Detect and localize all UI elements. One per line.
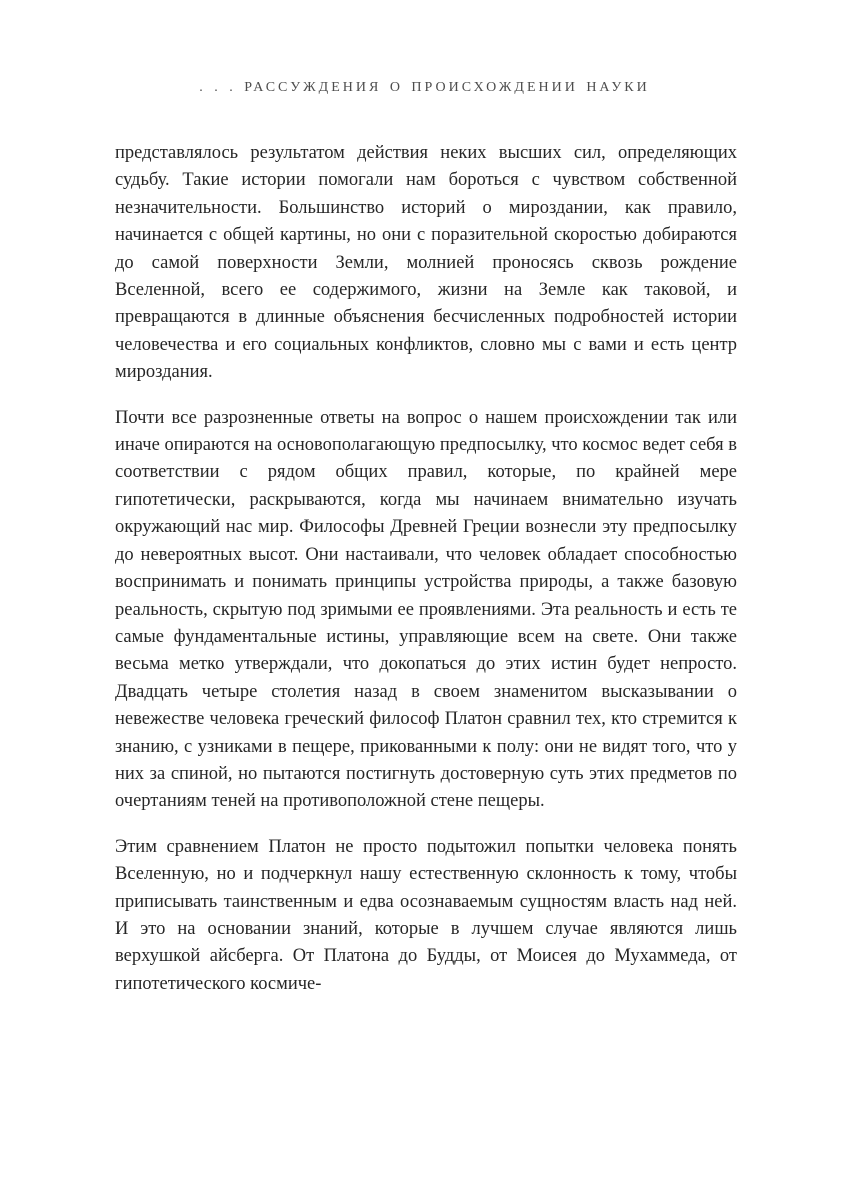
body-paragraph: Этим сравнением Платон не просто подытожил попытки человека понять Вселенную, но и подчеркнул нашу естественную склонность к тому, чтобы приписывать таинственным и едва осознаваемым сущностям власть над ней. И это на основании знаний, которые в лучшем случае являются лишь верхушкой айсберга. От Платона до Будды, от Моисея до Мухаммеда, от гипотетического космиче- [115,836,737,994]
text-block [115,140,737,998]
body-paragraph: представлялось результатом действия неких высших сил, определяющих судьбу. Такие истории помогали нам бороться с чувством собственной незначительности. Большинство историй о мироздании, как правило, начинается с общей картины, но они с поразительной скоростью добираются до самой поверхности Земли, молнией проносясь сквозь рождение Вселенной, всего ее содержимого, жизни на Земле как таковой, и превращаются в длинные объяснения бесчисленных подробностей истории человечества и его социальных конфликтов, словно мы с вами и есть центр мироздания. [115,143,737,383]
running-header: . . . РАССУЖДЕНИЯ О ПРОИСХОЖДЕНИИ НАУКИ [199,80,650,95]
body-paragraph: Почти все разрозненные ответы на вопрос о нашем происхождении так или иначе опираются на основополагающую предпосылку, что космос ведет себя в соответствии с рядом общих правил, которые, по крайней мере гипотетически, раскрываются, когда мы начинаем внимательно изучать окружающий нас мир. Философы Древней Греции вознесли эту предпосылку до невероятных высот. Они настаивали, что человек обладает способностью воспринимать и понимать принципы устройства природы, а также базовую реальность, скрытую под зримыми ее проявлениями. Эта реальность и есть те самые фундаментальные истины, управляющие всем на свете. Они также весьма метко утверждали, что докопаться до этих истин будет непросто. Двадцать четыре столетия назад в своем знаменитом высказывании о невежестве человека греческий философ Платон сравнил тех, кто стремится к знанию, с узниками в пещере, прикованными к полу: они не видят того, что у них за спиной, но пытаются постигнуть достоверную суть этих предметов по очертаниям теней на противоположной стене пещеры. [115,407,737,812]
